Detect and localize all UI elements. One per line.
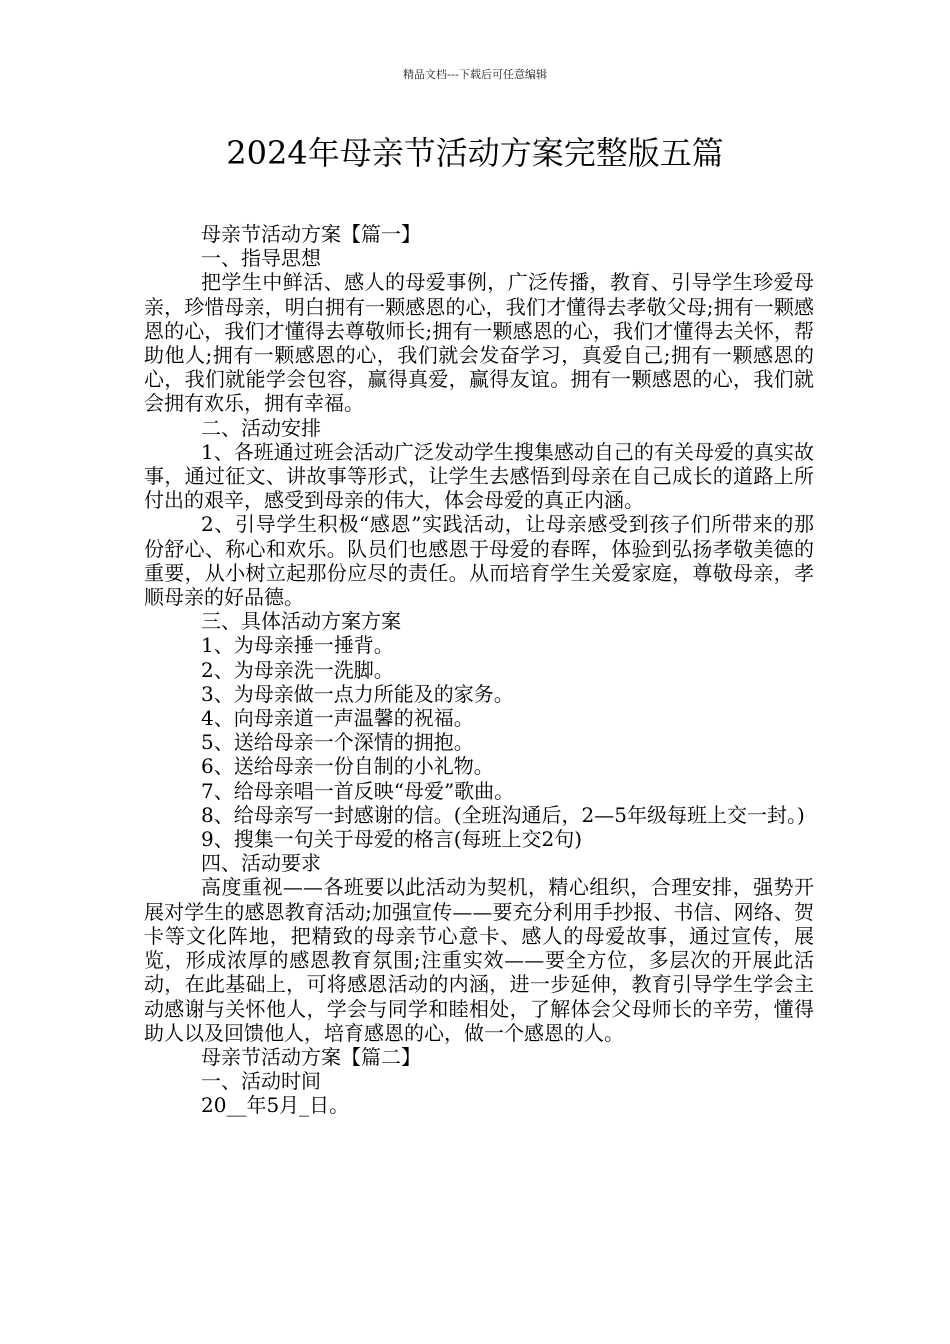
document-body [144, 222, 814, 1118]
subheading-time: 一、活动时间 [201, 1069, 321, 1094]
list-item: 8、给母亲写一封感谢的信。(全班沟通后，2—5年级每班上交一封。) [201, 802, 805, 827]
list-item: 1、为母亲捶一捶背。 [201, 633, 394, 658]
subheading-guiding-idea: 一、指导思想 [201, 246, 321, 271]
section-heading-2: 母亲节活动方案【篇二】 [201, 1044, 421, 1069]
list-item: 2、为母亲洗一洗脚。 [201, 657, 394, 682]
list-item: 4、向母亲道一声温馨的祝福。 [201, 706, 474, 731]
subheading-requirements: 四、活动要求 [201, 851, 321, 876]
subheading-arrangement: 二、活动安排 [201, 415, 321, 440]
list-item: 9、搜集一句关于母爱的格言(每班上交2句) [201, 827, 583, 852]
list-item: 3、为母亲做一点力所能及的家务。 [201, 681, 514, 706]
subheading-plan: 三、具体活动方案方案 [201, 609, 401, 634]
paragraph-requirements: 高度重视——各班要以此活动为契机，精心组织，合理安排，强势开展对学生的感恩教育活动;加强宣传——要充分利用手抄报、书信、网络、贺卡等文化阵地，把精致的母亲节心意卡、感人的母爱故事，通过宣传，展览，形成浓厚的感恩教育氛围;注重实效——要全方位，多层次的开展此活动，在此基础上，可将感恩活动的内涵，进一步延伸，教育引导学生学会主动感谢与关怀他人，学会与同学和睦相处，了解体会父母师长的辛劳，懂得助人以及回馈他人，培育感恩的心，做一个感恩的人。 [144, 875, 814, 1045]
paragraph-guiding-idea: 把学生中鲜活、感人的母爱事例，广泛传播，教育、引导学生珍爱母亲，珍惜母亲，明白拥有一颗感恩的心，我们才懂得去孝敬父母;拥有一颗感恩的心，我们才懂得去尊敬师长;拥有一颗感恩的心，我们才懂得去关怀，帮助他人;拥有一颗感恩的心，我们就会发奋学习，真爱自己;拥有一颗感恩的心，我们就能学会包容，赢得真爱，赢得友谊。拥有一颗感恩的心，我们就会拥有欢乐，拥有幸福。 [144, 270, 814, 416]
list-item: 6、送给母亲一份自制的小礼物。 [201, 754, 494, 779]
list-item: 7、给母亲唱一首反映“母爱”歌曲。 [201, 778, 515, 803]
paragraph-arrangement-1: 1、各班通过班会活动广泛发动学生搜集感动自己的有关母爱的真实故事，通过征文、讲故事等形式，让学生去感悟到母亲在自己成长的道路上所付出的艰辛，感受到母亲的伟大，体会母爱的真正内涵。 [144, 439, 814, 513]
paragraph-date: 20__年5月_日。 [201, 1093, 350, 1118]
list-item: 5、送给母亲一个深情的拥抱。 [201, 730, 474, 755]
section-heading-1: 母亲节活动方案【篇一】 [201, 222, 421, 246]
document-title: 2024年母亲节活动方案完整版五篇 [226, 134, 724, 172]
page-header-note: 精品文档---下载后可任意编辑 [403, 68, 547, 81]
paragraph-arrangement-2: 2、引导学生积极“感恩”实践活动，让母亲感受到孩子们所带来的那份舒心、称心和欢乐。队员们也感恩于母爱的春晖，体验到弘扬孝敬美德的重要，从小树立起那份应尽的责任。从而培育学生关爱家庭，尊敬母亲，孝顺母亲的好品德。 [144, 512, 814, 610]
